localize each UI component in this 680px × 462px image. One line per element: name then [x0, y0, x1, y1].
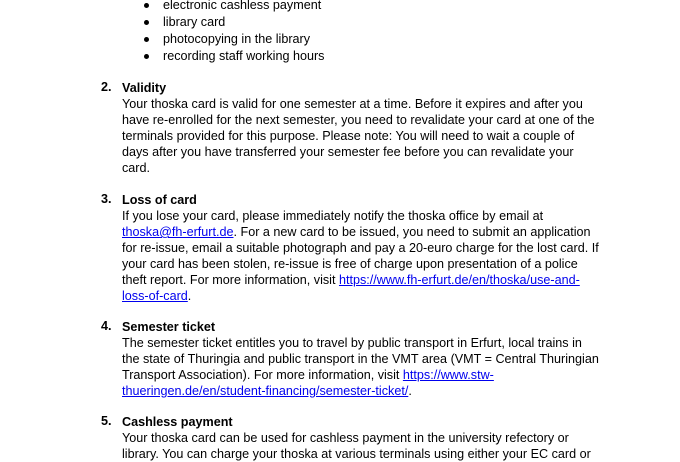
body-line: terminals provided for this purpose. Please note: You will need to wait a couple of: [122, 129, 575, 143]
email-link[interactable]: thoska@fh-erfurt.de: [122, 225, 234, 239]
section-heading: Semester ticket: [122, 320, 216, 334]
body-line: Your thoska card is valid for one semester at a time. Before it expires and after you: [122, 97, 583, 111]
body-text: . For a new card to be issued, you need to submit an application: [233, 225, 591, 239]
bullet-item: recording staff working hours: [140, 48, 324, 65]
section-body: [122, 96, 602, 176]
semester-ticket-link[interactable]: https://www.stw-: [402, 368, 494, 382]
section-heading: Validity: [122, 81, 167, 95]
body-line: library. You can charge your thoska at various terminals using either your EC card or: [122, 447, 591, 461]
section-number: 4.: [101, 319, 112, 333]
body-line: card.: [122, 161, 150, 175]
body-line: Your thoska card can be used for cashless payment in the university refectory or: [122, 431, 569, 445]
section-number: 3.: [101, 192, 112, 206]
section-body: [122, 208, 602, 304]
body-text: theft report. For more information, visit: [122, 273, 339, 287]
body-line: [122, 383, 602, 399]
body-line: your card has been stolen, re-issue is free of charge upon presentation of a police: [122, 257, 578, 271]
section-validity: [101, 80, 621, 176]
body-line: have re-enrolled for the next semester, you need to revalidate your card at one of the: [122, 113, 595, 127]
thoska-info-link-continued[interactable]: loss-of-card: [122, 289, 188, 303]
body-line: [122, 288, 602, 304]
body-line: days after you have transferred your semester fee before you can revalidate your: [122, 145, 574, 159]
bullet-item: photocopying in the library: [140, 31, 324, 48]
section-semester-ticket: [101, 319, 621, 399]
body-line: the state of Thuringia and public transport in the VMT area (VMT = Central Thuringian: [122, 352, 599, 366]
bullet-item: electronic cashless payment: [140, 0, 324, 14]
section-heading: Cashless payment: [122, 415, 233, 429]
section-number: 2.: [101, 80, 112, 94]
section-loss-of-card: [101, 192, 621, 304]
body-line: If you lose your card, please immediately notify the thoska office by email at: [122, 209, 544, 223]
section-number: 5.: [101, 414, 112, 428]
bullet-item: library card: [140, 14, 324, 31]
section-body: [122, 430, 602, 462]
body-text: .: [187, 289, 192, 303]
section-cashless-payment: [101, 414, 621, 462]
thoska-info-link[interactable]: https://www.fh-erfurt.de/en/thoska/use-and-: [338, 273, 580, 287]
body-line: [122, 367, 602, 383]
section-heading: Loss of card: [122, 193, 197, 207]
body-text: .: [408, 384, 412, 398]
section-body: [122, 335, 602, 399]
body-text: Transport Association). For more information, visit: [122, 368, 403, 382]
body-line: [122, 224, 602, 240]
bullet-list: [140, 0, 324, 65]
body-line: The semester ticket entitles you to travel by public transport in Erfurt, local trains in: [122, 336, 582, 350]
body-line: for re-issue, email a suitable photograph and pay a 20-euro charge for the lost card. If: [122, 241, 599, 255]
semester-ticket-link-continued[interactable]: thueringen.de/en/student-financing/semester-ticket/: [122, 384, 409, 398]
body-line: [122, 272, 602, 288]
